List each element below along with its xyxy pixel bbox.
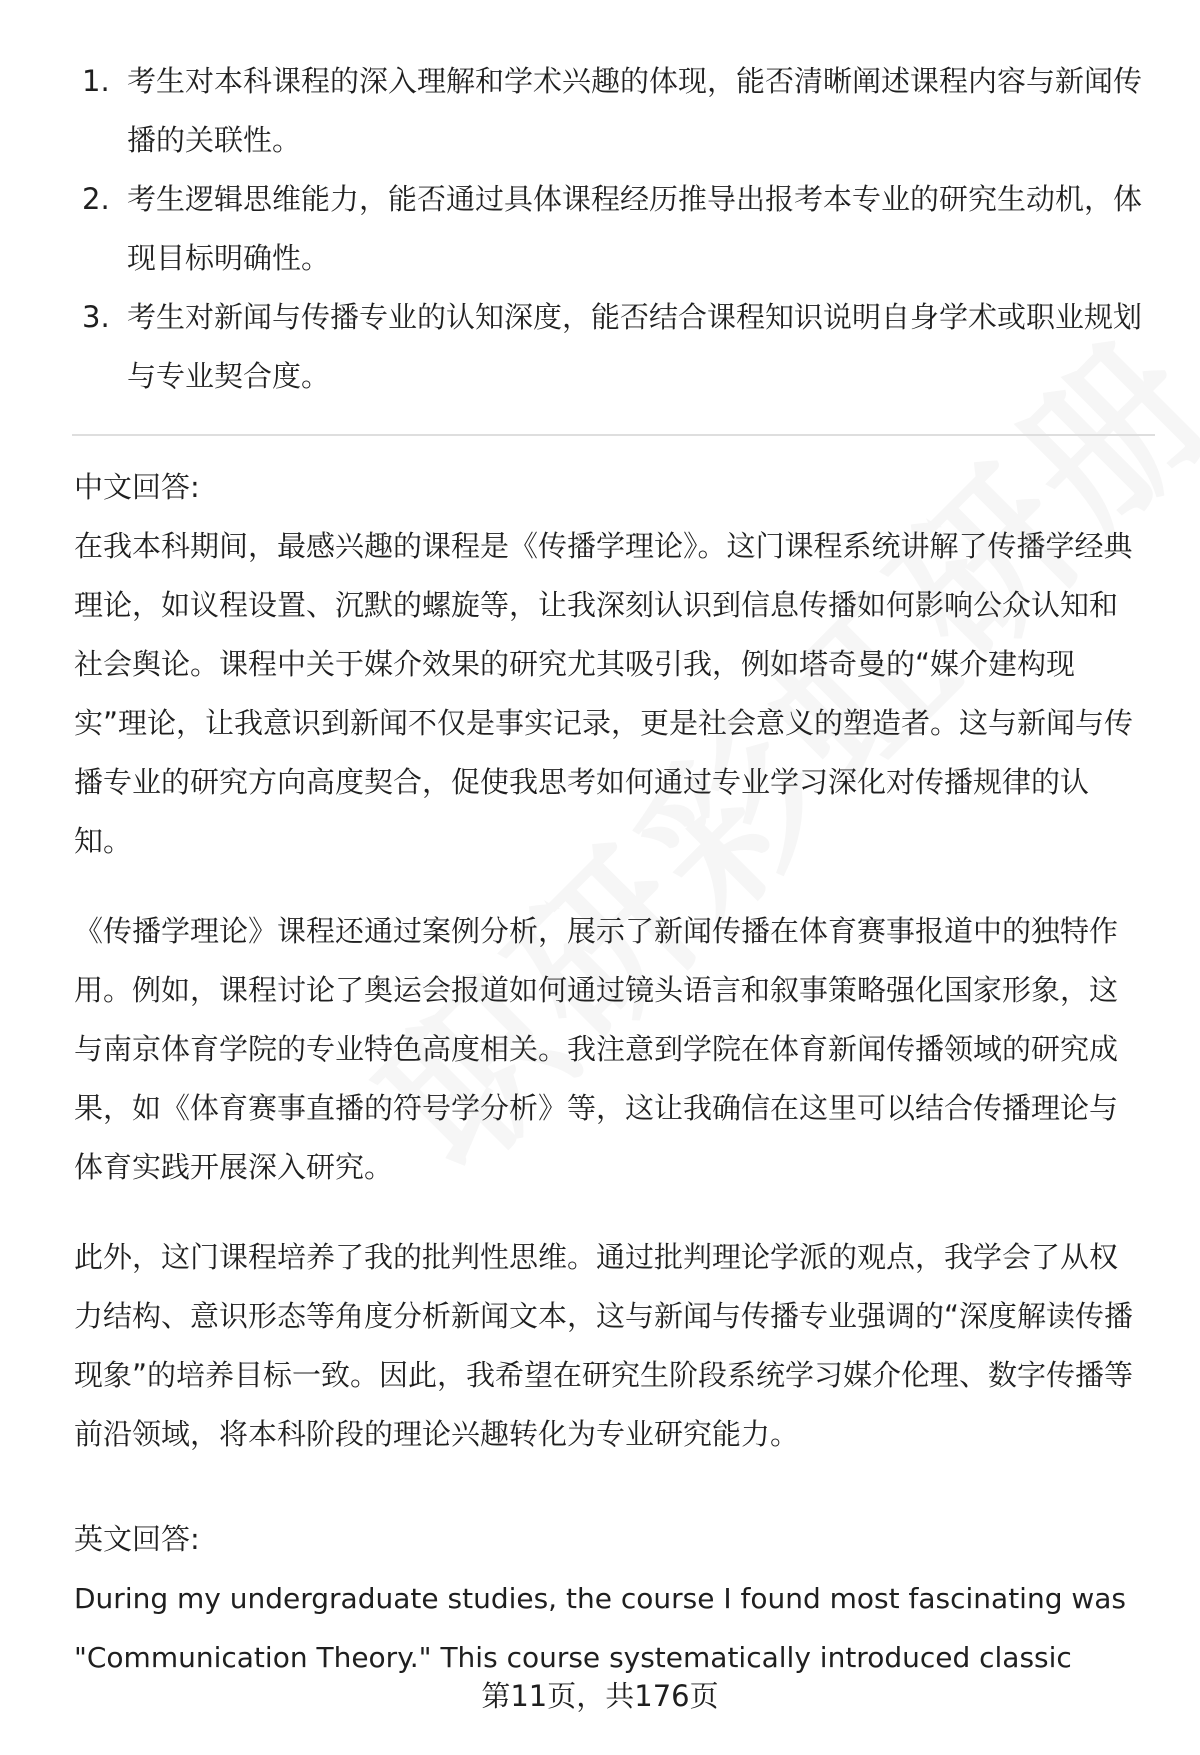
list-number: 2.: [82, 182, 110, 216]
list-text: 考生逻辑思维能力，能否通过具体课程经历推导出报考本专业的研究生动机，体现目标明确性。: [127, 182, 1143, 275]
chinese-answer-heading: 中文回答:: [74, 470, 200, 504]
section-divider: [72, 434, 1155, 436]
chinese-paragraph-1: 在我本科期间，最感兴趣的课程是《传播学理论》。这门课程系统讲解了传播学经典理论，如议程设置、沉默的螺旋等，让我深刻认识到信息传播如何影响公众认知和社会舆论。课程中关于媒介效果的研究尤其吸引我，例如塔奇曼的“媒介建构现实”理论，让我意识到新闻不仅是事实记录，更是社会意义的塑造者。这与新闻与传播专业的研究方向高度契合，促使我思考如何通过专业学习深化对传播规律的认知。: [74, 529, 1134, 858]
list-item: [82, 52, 1142, 170]
chinese-paragraph-3: 此外，这门课程培养了我的批判性思维。通过批判理论学派的观点，我学会了从权力结构、意识形态等角度分析新闻文本，这与新闻与传播专业强调的“深度解读传播现象”的培养目标一致。因此，我希望在研究生阶段系统学习媒介伦理、数字传播等前沿领域，将本科阶段的理论兴趣转化为专业研究能力。: [74, 1240, 1134, 1451]
list-number: 3.: [82, 300, 110, 334]
english-answer-heading: 英文回答:: [74, 1522, 200, 1556]
page-number: 第11页，共176页: [481, 1679, 719, 1713]
list-text: 考生对本科课程的深入理解和学术兴趣的体现，能否清晰阐述课程内容与新闻传播的关联性。: [127, 64, 1143, 157]
english-answer-section: [74, 1510, 1144, 1687]
list-item: [82, 170, 1142, 288]
chinese-paragraph-2: 《传播学理论》课程还通过案例分析，展示了新闻传播在体育赛事报道中的独特作用。例如，课程讨论了奥运会报道如何通过镜头语言和叙事策略强化国家形象，这与南京体育学院的专业特色高度相关。我注意到学院在体育新闻传播领域的研究成果，如《体育赛事直播的符号学分析》等，这让我确信在这里可以结合传播理论与体育实践开展深入研究。: [74, 914, 1119, 1184]
list-number: 1.: [82, 64, 110, 98]
list-item: [82, 288, 1142, 406]
english-paragraph: During my undergraduate studies, the course I found most fascinating was "Communication Theory." This course systematically introduced classic: [74, 1582, 1127, 1674]
chinese-answer-section: [74, 458, 1144, 1464]
list-text: 考生对新闻与传播专业的认知深度，能否结合课程知识说明自身学术或职业规划与专业契合度。: [127, 300, 1143, 393]
evaluation-criteria-list: [82, 52, 1142, 406]
